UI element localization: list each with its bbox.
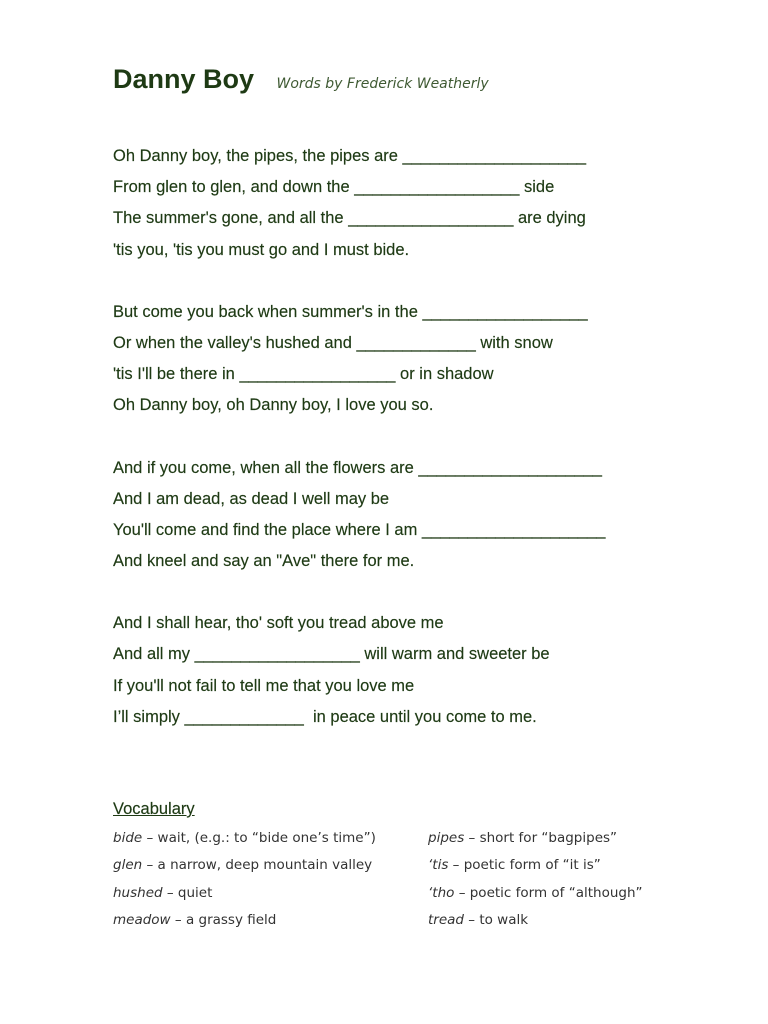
vocabulary-list	[113, 830, 673, 939]
vocab-term: tread	[428, 911, 464, 928]
vocab-item-pipes	[428, 830, 688, 857]
lyric-line: And all my __________________ will warm and sweeter be	[113, 645, 550, 664]
lyric-line: I’ll simply _____________ in peace until you come to me.	[113, 707, 537, 726]
vocabulary-heading: Vocabulary	[113, 800, 195, 818]
vocab-definition: – short for “bagpipes”	[464, 830, 618, 846]
vocab-definition: – to walk	[464, 911, 529, 928]
vocab-definition: – a narrow, deep mountain valley	[142, 857, 373, 874]
vocab-term: pipes	[428, 830, 465, 846]
vocab-item-tis	[428, 857, 688, 884]
vocab-definition: – wait, (e.g.: to “bide one’s time”)	[142, 830, 376, 846]
vocab-term: ‘tis	[428, 857, 449, 874]
page-subtitle: Words by Frederick Weatherly	[276, 76, 489, 92]
title-row	[113, 64, 489, 95]
lyric-line: Or when the valley's hushed and _____________ with snow	[113, 333, 553, 352]
vocab-item-bide	[113, 830, 428, 857]
vocab-definition: – quiet	[162, 884, 213, 901]
lyric-line: Oh Danny boy, the pipes, the pipes are ____________________	[113, 147, 587, 165]
vocab-item-glen	[113, 857, 428, 884]
vocab-term: bide	[113, 830, 143, 846]
vocab-item-tho	[428, 885, 688, 912]
vocabulary-section	[113, 800, 673, 939]
lyric-line: You'll come and find the place where I am ____________________	[113, 520, 606, 539]
lyric-line: And if you come, when all the flowers are ____________________	[113, 458, 602, 477]
lyric-line: 'tis I'll be there in _________________ or in shadow	[113, 365, 494, 384]
stanza-1	[113, 143, 713, 268]
stanza-3	[113, 455, 713, 580]
lyric-line: And kneel and say an "Ave" there for me.	[113, 552, 415, 571]
vocab-item-meadow	[113, 912, 428, 939]
lyric-line: If you'll not fail to tell me that you love me	[113, 676, 415, 695]
lyric-line: Oh Danny boy, oh Danny boy, I love you so.	[113, 396, 434, 415]
lyric-line: From glen to glen, and down the __________________ side	[113, 178, 555, 197]
lyric-line: 'tis you, 'tis you must go and I must bide.	[113, 240, 410, 259]
lyric-line: The summer's gone, and all the __________________ are dying	[113, 209, 586, 228]
lyrics	[113, 143, 713, 766]
page-title: Danny Boy	[113, 64, 255, 94]
stanza-4	[113, 610, 713, 735]
vocab-term: ‘tho	[428, 884, 455, 901]
vocab-term: meadow	[113, 911, 171, 928]
vocab-term: hushed	[113, 884, 163, 901]
vocab-term: glen	[113, 857, 143, 874]
stanza-2	[113, 299, 713, 424]
vocab-definition: – poetic form of “it is”	[448, 857, 601, 874]
vocab-definition: – a grassy field	[170, 911, 277, 928]
vocab-item-tread	[428, 912, 688, 939]
lyric-line: But come you back when summer's in the __________________	[113, 302, 588, 321]
lyric-line: And I am dead, as dead I well may be	[113, 489, 390, 508]
vocab-definition: – poetic form of “although”	[454, 884, 643, 901]
lyric-line: And I shall hear, tho' soft you tread above me	[113, 614, 444, 633]
vocab-item-hushed	[113, 885, 428, 912]
